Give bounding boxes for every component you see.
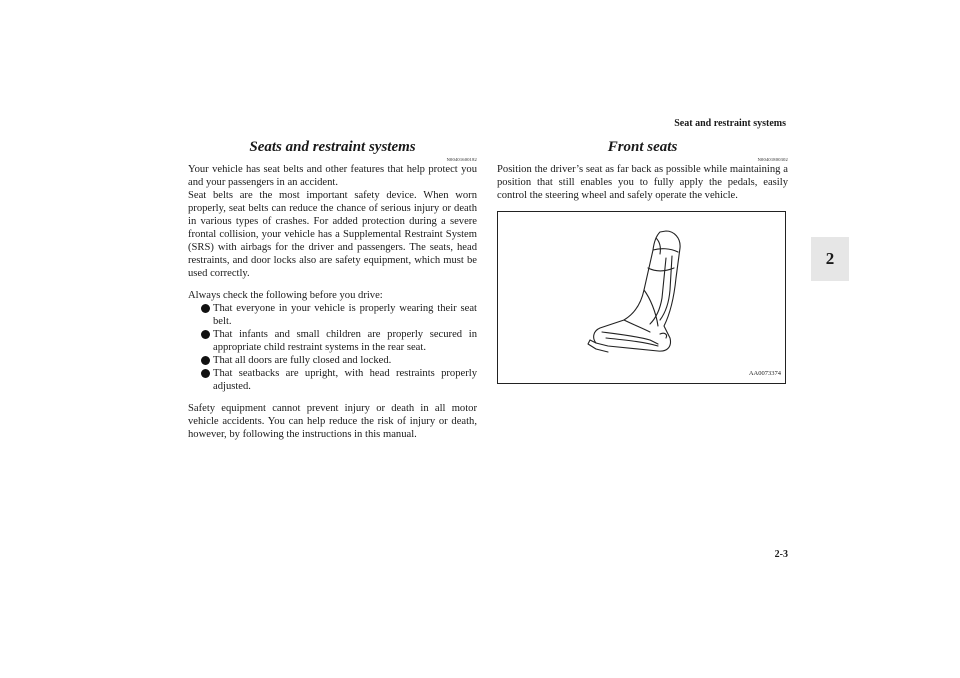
- bullet-icon: [201, 369, 210, 378]
- section-title: Front seats: [607, 139, 678, 155]
- seat-belt-paragraph: Seat belts are the most important safety device. When worn properly, seat belts can reduce the chance of serious injury or death in various types of crashes. For added protection during a severe frontal collision, your vehicle has a Supplemental Restraint System (SRS) with airbags for the driver and passengers. The seats, head restraints, and door locks also are safety equipment, which must be used correctly.: [188, 190, 477, 279]
- section-seats-and-restraint-systems: [188, 138, 477, 441]
- running-header: Seat and restraint systems: [674, 118, 786, 129]
- chapter-tab: [811, 237, 849, 281]
- seat-position-paragraph: Position the driver’s seat as far back as possible while maintaining a position that still enables you to fully apply the pedals, easily control the steering wheel and safely operate the vehicle.: [497, 164, 788, 201]
- seat-illustration: [497, 211, 786, 384]
- section-front-seats: [497, 138, 788, 384]
- list-item: That everyone in your vehicle is properly wearing their seat belt.: [188, 302, 477, 328]
- figure-code: AA0073374: [748, 370, 781, 377]
- bullet-icon: [201, 356, 210, 365]
- bullet-icon: [201, 304, 210, 313]
- list-item: That seatbacks are upright, with head restraints properly adjusted.: [188, 367, 477, 393]
- list-item: That infants and small children are properly secured in appropriate child restraint systems in the rear seat.: [188, 328, 477, 354]
- section-title: Seats and restraint systems: [249, 139, 416, 155]
- section-code: N00401800302: [757, 157, 788, 162]
- checklist: [188, 302, 477, 393]
- car-seat-icon: [586, 228, 696, 363]
- chapter-number: 2: [825, 249, 835, 268]
- bullet-icon: [201, 330, 210, 339]
- page-number: 2-3: [774, 549, 788, 560]
- list-item: That all doors are fully closed and locked.: [188, 354, 477, 367]
- closing-paragraph: Safety equipment cannot prevent injury or death in all motor vehicle accidents. You can help reduce the risk of injury or death, however, by following the instructions in this manual.: [188, 403, 477, 440]
- intro-paragraph: Your vehicle has seat belts and other features that help protect you and your passengers in an accident.: [188, 164, 477, 188]
- section-code: N00401600182: [446, 157, 477, 162]
- checklist-intro: Always check the following before you drive:: [188, 290, 383, 301]
